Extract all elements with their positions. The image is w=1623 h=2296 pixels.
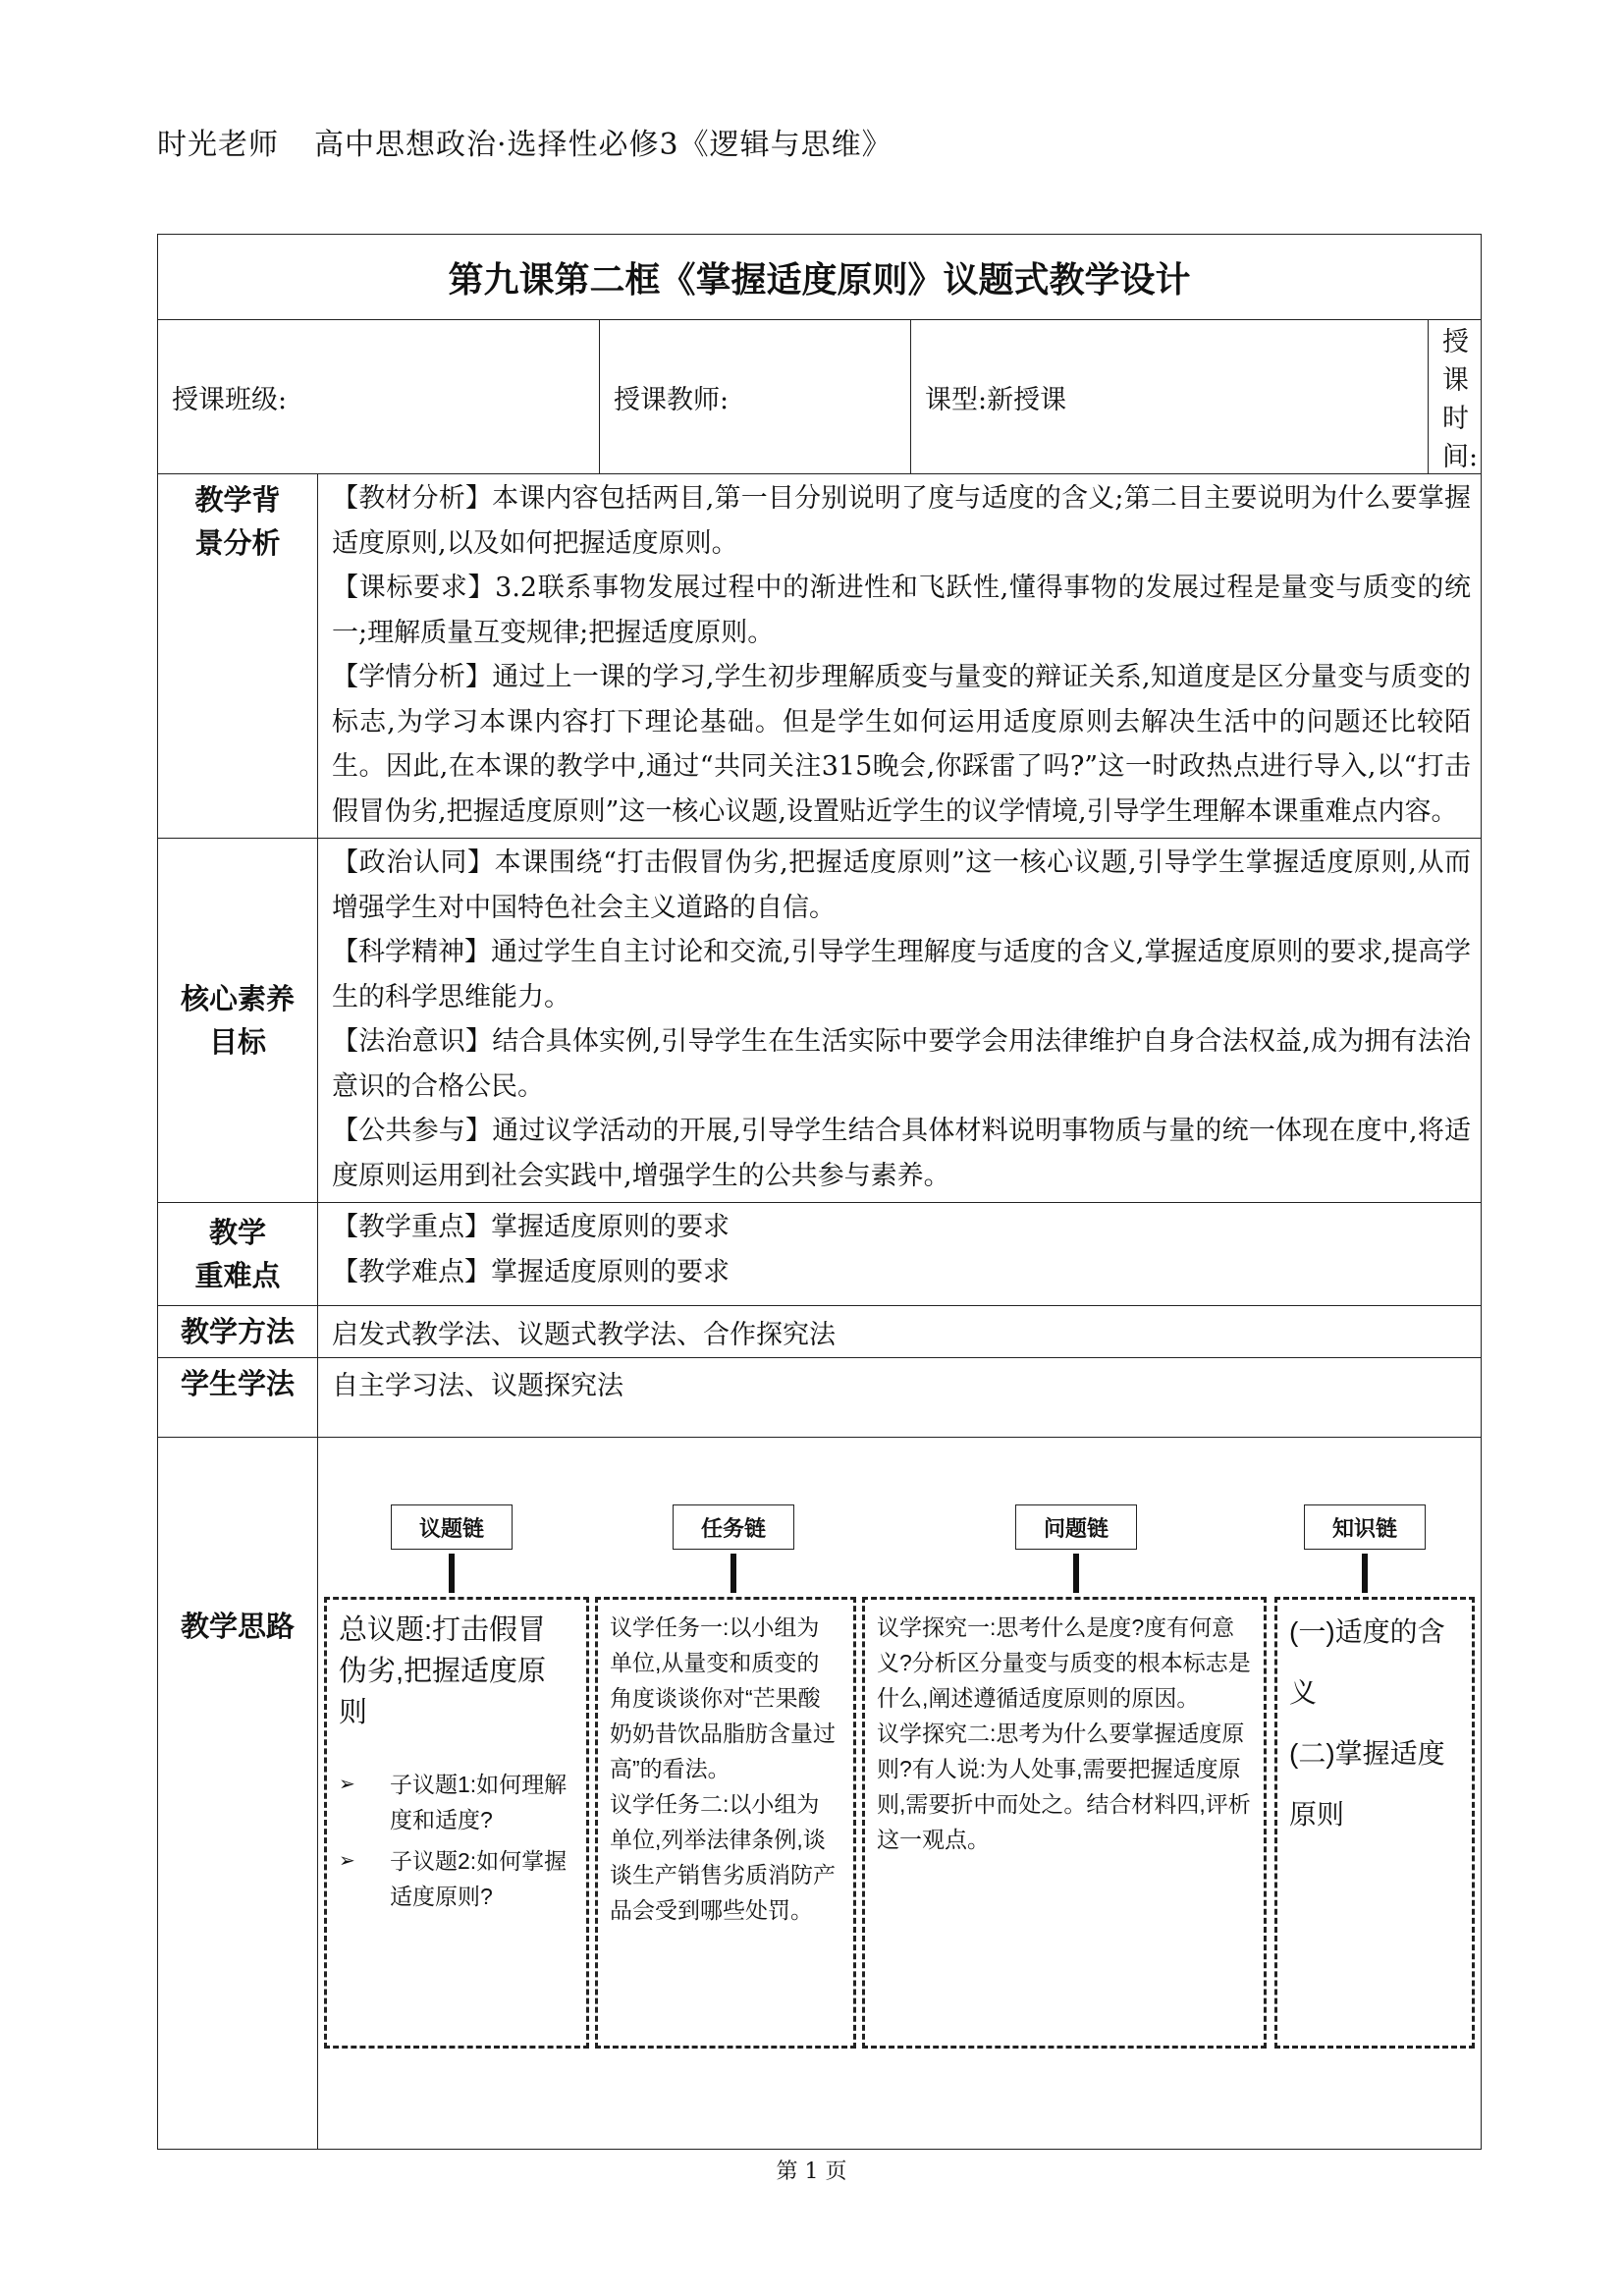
teacher-label: 授课教师: [600,320,911,474]
task-chain-box [595,1597,856,2049]
arrow-bullet-icon: ➢ [339,1850,355,1872]
study-label: 学生学法 [158,1358,318,1438]
teaching-focus: 【教学重点】掌握适度原则的要求 [332,1212,730,1242]
literacy-paragraph: 【法治意识】结合具体实例,引导学生在生活实际中要学会用法律维护自身合法权益,成为拥有法治意识的合格公民。 [332,1026,1472,1102]
background-paragraph: 【教材分析】本课内容包括两目,第一目分别说明了度与适度的含义;第二目主要说明为什么要掌握适度原则,以及如何把握适度原则。 [332,483,1472,559]
question-connector [1073,1554,1079,1593]
issue-connector [449,1554,455,1593]
knowledge-chain-box [1274,1597,1475,2049]
background-content [318,474,1482,839]
task-chain-label: 任务链 [673,1504,794,1550]
task-item: 议学任务二:以小组为单位,列举法律条例,谈谈生产销售劣质消防产品会受到哪些处罚。 [610,1791,836,1923]
knowledge-item: (一)适度的含义 [1289,1616,1445,1708]
background-label: 教学背景分析 [158,474,318,839]
task-connector [730,1554,736,1593]
knowledge-item: (二)掌握适度原则 [1289,1738,1445,1830]
question-chain-box [862,1597,1267,2049]
literacy-content [318,839,1482,1203]
question-chain-label: 问题链 [1015,1504,1137,1550]
background-paragraph: 【课标要求】3.2联系事物发展过程中的渐进性和飞跃性,懂得事物的发展过程是量变与质变的统一;理解质量互变规律;把握适度原则。 [332,573,1472,648]
document-title: 第九课第二框《掌握适度原则》议题式教学设计 [158,235,1482,320]
knowledge-connector [1362,1554,1368,1593]
question-item: 议学探究二:思考为什么要掌握适度原则?有人说:为人处事,需要把握适度原则,需要折中而处之。结合材料四,评析这一观点。 [877,1721,1251,1852]
key-points-content [318,1203,1482,1306]
teaching-difficulty: 【教学难点】掌握适度原则的要求 [332,1256,730,1287]
method-label: 教学方法 [158,1306,318,1358]
header-course: 高中思想政治·选择性必修3《逻辑与思维》 [314,128,893,162]
lesson-plan-table [157,234,1482,2150]
sub-issue-item: ➢ 子议题1:如何理解度和适度? [339,1767,574,1837]
task-item: 议学任务一:以小组为单位,从量变和质变的角度谈谈你对“芒果酸奶奶昔饮品脂肪含量过高”的看法。 [610,1614,836,1781]
flow-label: 教学思路 [158,1438,318,2150]
info-row [158,320,1482,474]
page-number: 第 1 页 [776,2159,847,2184]
study-value: 自主学习法、议题探究法 [318,1358,1482,1438]
lesson-type-label: 课型:新授课 [911,320,1429,474]
knowledge-chain-label: 知识链 [1304,1504,1426,1550]
sub-issue-item: ➢ 子议题2:如何掌握适度原则? [339,1843,574,1914]
page-header [157,120,893,163]
time-label: 授课时间: [1429,320,1482,474]
flow-diagram [318,1438,1482,2150]
issue-chain-label: 议题链 [391,1504,513,1550]
method-value: 启发式教学法、议题式教学法、合作探究法 [318,1306,1482,1358]
issue-chain-box [324,1597,589,2049]
literacy-paragraph: 【政治认同】本课围绕“打击假冒伪劣,把握适度原则”这一核心议题,引导学生掌握适度原则,从而增强学生对中国特色社会主义道路的自信。 [332,847,1472,923]
question-item: 议学探究一:思考什么是度?度有何意义?分析区分量变与质变的根本标志是什么,阐述遵循适度原则的原因。 [877,1614,1251,1711]
literacy-label: 核心素养目标 [158,839,318,1203]
key-points-label: 教学 重难点 [158,1203,318,1306]
literacy-paragraph: 【公共参与】通过议学活动的开展,引导学生结合具体材料说明事物质与量的统一体现在度中,将适度原则运用到社会实践中,增强学生的公共参与素养。 [332,1116,1472,1191]
header-teacher: 时光老师 [157,128,279,162]
class-label: 授课班级: [158,320,600,474]
background-paragraph: 【学情分析】通过上一课的学习,学生初步理解质变与量变的辩证关系,知道度是区分量变与质变的标志,为学习本课内容打下理论基础。但是学生如何运用适度原则去解决生活中的问题还比较陌生。因此,在本课的教学中,通过“共同关注315晚会,你踩雷了吗?”这一时政热点进行导入,以“打击假冒伪劣,把握适度原则”这一核心议题,设置贴近学生的议学情境,引导学生理解本课重难点内容。 [332,662,1472,827]
main-issue: 总议题:打击假冒伪劣,把握适度原则 [339,1614,547,1728]
literacy-paragraph: 【科学精神】通过学生自主讨论和交流,引导学生理解度与适度的含义,掌握适度原则的要求,提高学生的科学思维能力。 [332,937,1472,1012]
arrow-bullet-icon: ➢ [339,1774,355,1795]
